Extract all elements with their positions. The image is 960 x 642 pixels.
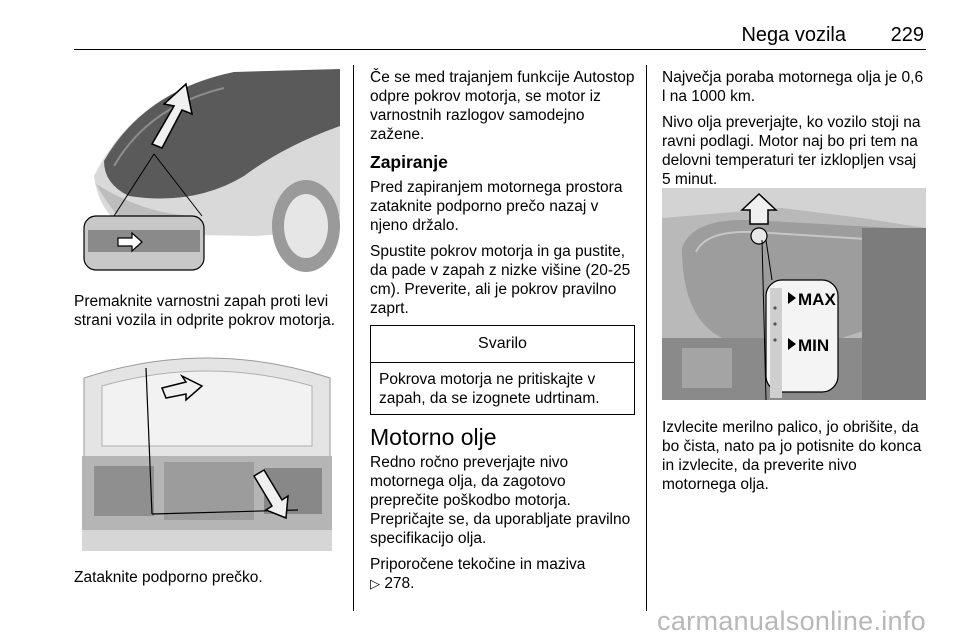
hood-release-illustration xyxy=(74,66,340,278)
dipstick-min-label: MIN xyxy=(798,336,830,355)
column-3-top xyxy=(662,68,928,196)
oil-check-conditions: Nivo olja preverjajte, ko vozilo stoji na ravni podlagi. Motor naj bo pri tem na delovni temperaturi ter izklopljen vsaj 5 minut. xyxy=(662,114,921,188)
warning-box xyxy=(370,325,635,415)
oil-paragraph-1: Redno ročno preverjajte nivo motornega olja, da zagotovo preprečite poškodbo motorja. Prepričajte se, da uporabljate pravilno specifikacijo olja. xyxy=(370,454,631,547)
column-1-caption-2 xyxy=(74,568,346,594)
caption-open-hood: Premaknite varnostni zapah proti levi strani vozila in odprite pokrov motorja. xyxy=(74,293,336,329)
watermark: carmanualsonline.info xyxy=(657,606,926,636)
dipstick-max-label: MAX xyxy=(798,290,836,309)
column-divider-2 xyxy=(646,65,647,611)
warning-text: Pokrova motorja ne pritiskajte v zapah, da se izognete udrtinam. xyxy=(379,371,600,407)
column-2 xyxy=(370,68,635,601)
column-3-bottom xyxy=(662,418,928,501)
page-reference-arrow-icon: ▷ xyxy=(370,577,380,592)
closing-paragraph-1: Pred zapiranjem motornega prostora zataknite podporno prečo nazaj v njeno držalo. xyxy=(370,179,623,234)
column-divider-1 xyxy=(353,65,354,611)
oil-consumption-paragraph: Največja poraba motornega olja je 0,6 l na 1000 km. xyxy=(662,69,924,105)
page-header xyxy=(74,20,926,50)
engine-bay-prop-rod-illustration xyxy=(74,338,340,551)
header-title: Nega vozila xyxy=(741,24,846,46)
autostop-note: Če se med trajanjem funkcije Autostop odpre pokrov motorja, se motor iz varnostnih razlogov samodejno zažene. xyxy=(370,69,635,143)
oil-paragraph-2 xyxy=(370,555,635,594)
page-number: 229 xyxy=(890,24,924,46)
closing-paragraph-2: Spustite pokrov motorja in ga pustite, da pade v zapah z nizke višine (20-25 cm). Preverite, ali je pokrov pravilno zaprt. xyxy=(370,243,631,317)
recommended-fluids-text: Priporočene tekočine in maziva xyxy=(370,556,586,573)
page-reference[interactable]: 278. xyxy=(384,575,415,592)
engine-oil-heading: Motorno olje xyxy=(370,424,497,450)
closing-heading: Zapiranje xyxy=(370,152,448,172)
column-1-caption-1 xyxy=(74,292,346,337)
caption-prop-rod: Zataknite podporno prečko. xyxy=(74,569,263,586)
dipstick-instructions: Izvlecite merilno palico, jo obrišite, da bo čista, nato pa jo potisnite do konca in izvlecite, da preverite nivo motornega olja. xyxy=(662,419,922,493)
header-rule xyxy=(74,49,926,50)
warning-title: Svarilo xyxy=(371,326,634,363)
dipstick-illustration xyxy=(662,188,926,400)
